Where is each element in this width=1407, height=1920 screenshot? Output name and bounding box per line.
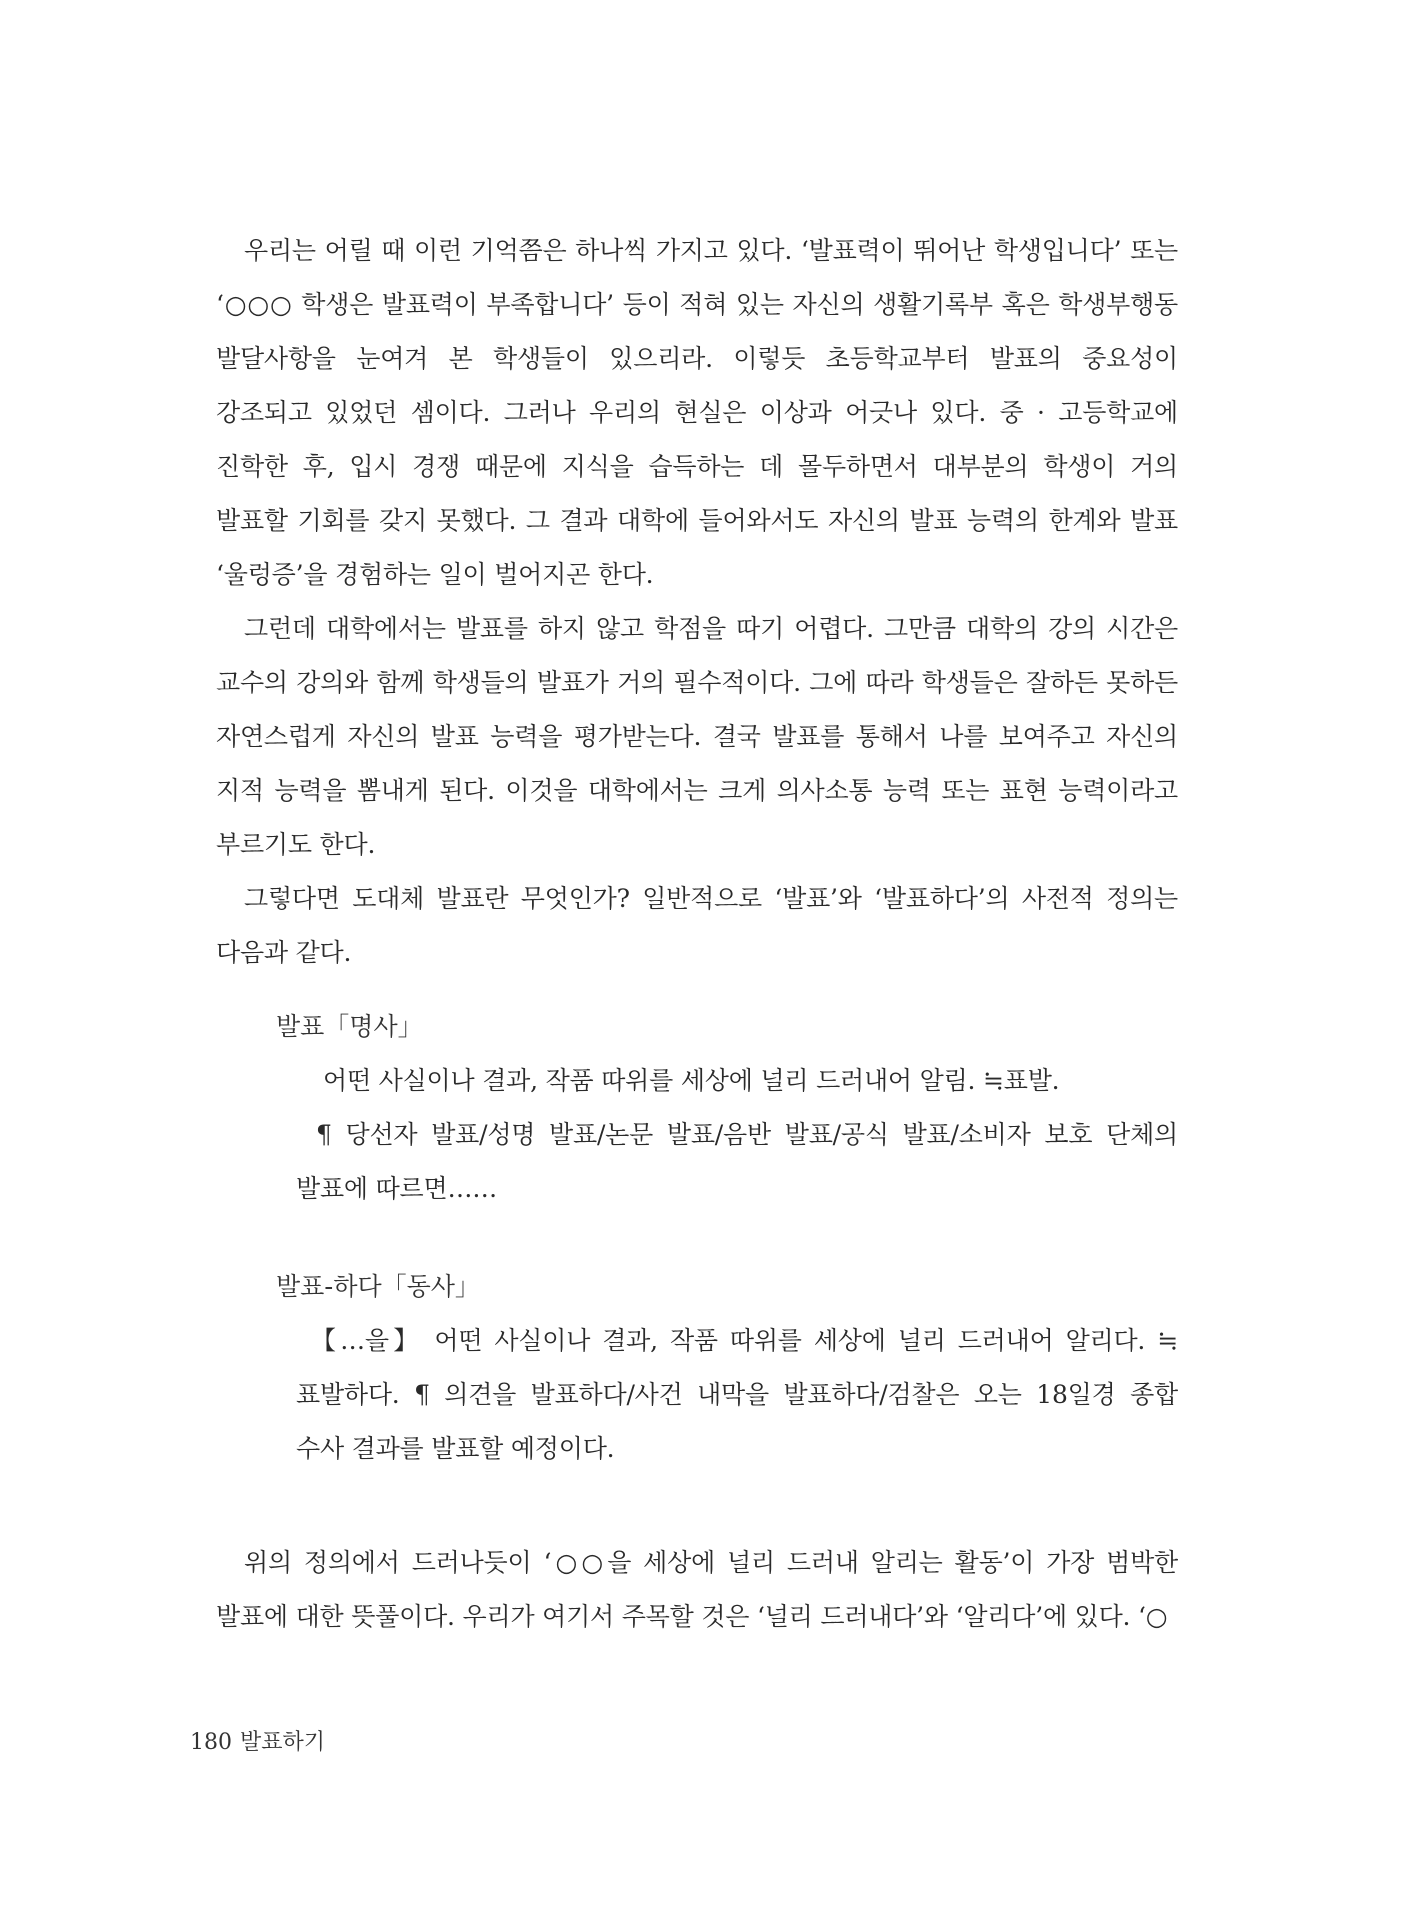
definition-verb <box>216 1260 1178 1476</box>
definition-head: 발표「명사」 <box>276 1012 423 1041</box>
page-footer <box>190 1728 325 1758</box>
paragraph-1: 우리는 어릴 때 이런 기억쯤은 하나씩 가지고 있다. ‘발표력이 뛰어난 학생입니다’ 또는 ‘○○○ 학생은 발표력이 부족합니다’ 등이 적혀 있는 자신의 생활기록부 혹은 학생부행동 발달사항을 눈여겨 본 학생들이 있으리라. 이렇듯 초등학교부터 발표의 중요성이 강조되고 있었던 셈이다. 그러나 우리의 현실은 이상과 어긋나 있다. 중 · 고등학교에 진학한 후, 입시 경쟁 때문에 지식을 습득하는 데 몰두하면서 대부분의 학생이 거의 발표할 기회를 갖지 못했다. 그 결과 대학에 들어와서도 자신의 발표 능력의 한계와 발표 ‘울렁증’을 경험하는 일이 벌어지곤 한다. <box>216 236 1178 589</box>
definition-meaning: 어떤 사실이나 결과, 작품 따위를 세상에 널리 드러내어 알림. ≒표발. <box>323 1066 1060 1095</box>
page-number: 180 <box>190 1730 232 1755</box>
closing-paragraph-container <box>216 1536 1178 1644</box>
paragraph-3: 그렇다면 도대체 발표란 무엇인가? 일반적으로 ‘발표’와 ‘발표하다’의 사전적 정의는 다음과 같다. <box>216 884 1178 967</box>
main-body-text <box>216 224 1178 980</box>
definition-noun <box>216 1000 1178 1216</box>
paragraph-4: 위의 정의에서 드러나듯이 ‘○○을 세상에 널리 드러내 알리는 활동’이 가장 범박한 발표에 대한 뜻풀이다. 우리가 여기서 주목할 것은 ‘널리 드러내다’와 ‘알리다’에 있다. ‘○ <box>216 1548 1178 1631</box>
paragraph-2: 그런데 대학에서는 발표를 하지 않고 학점을 따기 어렵다. 그만큼 대학의 강의 시간은 교수의 강의와 함께 학생들의 발표가 거의 필수적이다. 그에 따라 학생들은 잘하든 못하든 자연스럽게 자신의 발표 능력을 평가받는다. 결국 발표를 통해서 나를 보여주고 자신의 지적 능력을 뽐내게 된다. 이것을 대학에서는 크게 의사소통 능력 또는 표현 능력이라고 부르기도 한다. <box>216 614 1178 859</box>
definition-head: 발표-하다「동사」 <box>276 1272 480 1301</box>
running-section-title: 발표하기 <box>240 1730 326 1755</box>
definition-example: ¶ 당선자 발표/성명 발표/논문 발표/음반 발표/공식 발표/소비자 보호 단체의 발표에 따르면…… <box>296 1120 1178 1203</box>
definition-meaning: 【…을】 어떤 사실이나 결과, 작품 따위를 세상에 널리 드러내어 알리다. ≒표발하다. ¶ 의견을 발표하다/사건 내막을 발표하다/검찰은 오는 18일경 종합 수사 결과를 발표할 예정이다. <box>296 1326 1178 1463</box>
